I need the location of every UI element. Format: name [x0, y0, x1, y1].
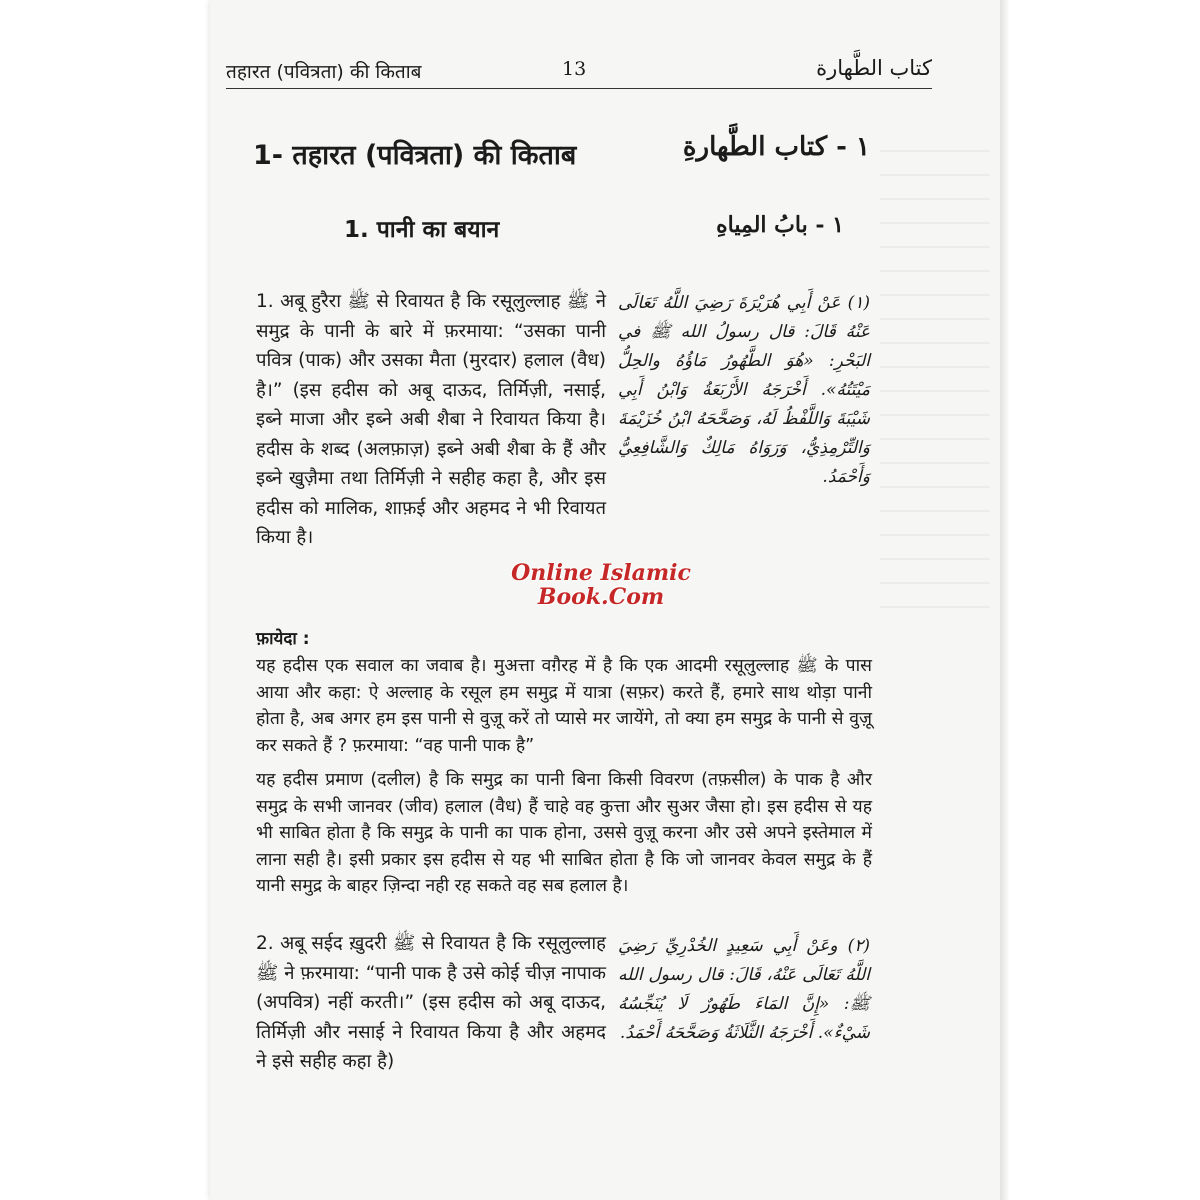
watermark: [506, 561, 696, 609]
faida-label: फ़ायेदा :: [256, 629, 310, 649]
header-title-arabic: كتاب الطَّهارة: [816, 56, 932, 80]
chapter-title-hindi: 1. पानी का बयान: [344, 217, 500, 243]
book-title-arabic: ١ - كتاب الطَّهارةِ: [682, 132, 870, 162]
hadith-1-arabic: (١) عَنْ أَبِي هُرَيْرَةَ رَضِيَ اللَّهُ تَعَالَى عَنْهُ قَالَ: قال رسولُ الله ﷺ في البَحْرِ: «هُوَ الطَّهُورُ مَاؤُهُ والحِلُّ مَيْتَتُهُ». أَخْرَجَهُ الأَرْبَعَةُ وَابْنُ أَبِي شَيْبَةَ وَاللَّفْظُ لَهُ، وَصَحَّحَهُ ابْنُ خُزَيْمَةَ وَالتِّرْمِذِيُّ، وَرَوَاهُ مَالِكٌ وَالشَّافِعِيُّ وَأَحْمَدُ.: [618, 293, 870, 487]
header-title-hindi: तहारत (पवित्रता) की किताब: [226, 61, 422, 83]
running-header: [226, 58, 932, 89]
faida-paragraph-2: यह हदीस प्रमाण (दलील) है कि समुद्र का पानी बिना किसी विवरण (तफ़सील) के पाक है और समुद्र के सभी जानवर (जीव) हलाल (वैध) हैं चाहे वह कुत्ता और सुअर जैसा हो। इस हदीस से यह भी साबित होता है कि समुद्र के पानी का पाक होना, उससे वुज़ू करना और उसे अपने इस्तेमाल में लाना सही है। इसी प्रकार इस हदीस से यह भी साबित होता है कि जो जानवर केवल समुद्र के हैं यानी समुद्र के बाहर ज़िन्दा नही रह सकते वह सब हलाल है।: [256, 770, 872, 897]
bleed-through-text: [880, 150, 990, 630]
page-number: 13: [562, 58, 587, 80]
book-title-hindi: 1- तहारत (पवित्रता) की किताब: [253, 140, 577, 171]
watermark-line-1: Online Islamic: [511, 560, 691, 586]
hadith-2-arabic: (٢) وعَنْ أَبِي سَعِيدٍ الخُدْرِيِّ رَضِيَ اللَّهُ تَعَالَى عَنْهُ، قَالَ: قال رسول الله ﷺ: «إِنَّ المَاءَ طَهُورٌ لَا يُنَجِّسُهُ شَيْءٌ». أَخْرَجَهُ الثَّلَاثَةُ وَصَحَّحَهُ أَحْمَدُ.: [618, 936, 870, 1043]
hadith-2-hindi: 2. अबू सईद ख़ुदरी ﷺ से रिवायत है कि रसूलुल्लाह ﷺ ने फ़रमाया: “पानी पाक है उसे कोई चीज़ नापाक (अपवित्र) नहीं करती।” (इस हदीस को अबू दाऊद, तिर्मिज़ी और नसाई ने रिवायत किया है और अहमद ने इसे सहीह कहा है): [256, 933, 606, 1072]
faida-paragraph-1: यह हदीस एक सवाल का जवाब है। मुअत्ता वग़ैरह में है कि एक आदमी रसूलुल्लाह ﷺ के पास आया और कहा: ऐ अल्लाह के रसूल हम समुद्र में यात्रा (सफ़र) करते हैं, हमारे साथ थोड़ा पानी होता है, अब अगर हम इस पानी से वुज़ू करें तो प्यासे मर जायेंगे, तो क्या हम समुद्र के पानी से वुज़ू कर सकते हैं ? फ़रमाया: “वह पानी पाक है”: [256, 656, 872, 756]
hadith-1-hindi: 1. अबू हुरैरा ﷺ से रिवायत है कि रसूलुल्लाह ﷺ ने समुद्र के पानी के बारे में फ़रमाया: “उसका पानी पवित्र (पाक) और उसका मैता (मुरदार) हलाल (वैध) है।” (इस हदीस को अबू दाऊद, तिर्मिज़ी, नसाई, इब्ने माजा और इब्ने अबी शैबा ने रिवायत किया है। हदीस के शब्द (अलफ़ाज़) इब्ने अबी शैबा के हैं और इब्ने खुज़ैमा तथा तिर्मिज़ी ने सहीह कहा है, और इस हदीस को मालिक, शाफ़ई और अहमद ने भी रिवायत किया है।: [256, 291, 606, 548]
chapter-title-arabic: ١ - بابُ المِياهِ: [716, 212, 844, 238]
page-edge: [1000, 0, 1010, 1200]
watermark-line-2: Book.Com: [537, 584, 665, 610]
